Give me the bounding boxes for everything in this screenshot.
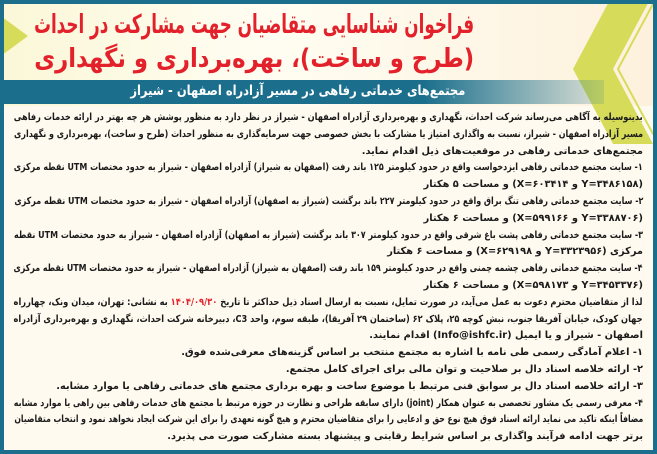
requirement-item: ۲- ارائه خلاصه اسناد دال بر صلاحیت و توان مالی برای اجرای کامل مجتمع.	[285, 363, 643, 375]
site-line: (۳۴۵۳۳۷۶=Y و ۵۹۸۱۷۳=X) و مساحت ۶ هکتار	[423, 279, 643, 291]
invite-line	[14, 295, 643, 312]
closing-line: مضافاً اینکه تاکید می نماید ارائه اسناد فوق هیچ نوع حق و ادعایی را برای متقاضیان محترم و هیچ گونه تعهدی را برای این شرکت ایجاد نخواهد نمود و انتخاب متقاضیان	[14, 414, 643, 426]
title-line-1-wrap	[34, 8, 474, 42]
header	[4, 4, 653, 106]
invite-line: جهان کودک، خیابان آفریقا جنوب، نبش کوچه ۲۵، پلاک ۶۲ (ساختمان ۲۹ آفریقا)، طبقه سوم، واحد C3، دبیرخانه شرکت احداث، نگهداری و بهره‌برداری آزادراه	[14, 313, 643, 325]
site-line: (۳۴۸۶۱۵۸=Y و ۶۰۳۴۱۴=X) و مساحت ۵ هکتار	[423, 179, 643, 191]
requirement-item: ۴- معرفی رسمی یک مشاور تخصصی به عنوان همکار (joint) دارای سابقه طراحی و نظارت در حوزه مرتبط با مجتمع های خدمات رفاهی بین راهی یا موارد مشابه	[14, 397, 643, 409]
site-line: (۳۳۸۸۷۰۶=Y و ۵۹۹۱۶۶=X) و مساحت ۶ هکتار	[423, 212, 643, 224]
title-line-2-wrap	[34, 42, 474, 76]
deadline-date: ۱۴۰۴/۰۹/۳۰	[171, 296, 218, 308]
title-line-1: فراخوان شناسایی متقاضیان جهت مشارکت در احداث	[34, 10, 475, 40]
closing-line: برتر جهت ادامه فرآیند واگذاری بر اساس شرایط رقابتی و پیشنهاد بسته مشارکت صورت می پذیرد.	[167, 431, 643, 443]
site-line: ۳- سایت مجتمع خدماتی رفاهی پشت باغ شرقی واقع در حدود کیلومتر ۳۰۷ باند برگشت (شیراز به اصفهان) آزادراه اصفهان - شیراز به حدود مختصات UTM نقطه	[14, 229, 643, 241]
body-text	[4, 106, 653, 446]
chevron-decoration-left	[0, 14, 28, 58]
site-line: ۲- سایت مجتمع خدماتی رفاهی تنگ براق واقع در حدود کیلومتر ۲۲۷ باند برگشت (شیراز به اصفهان) آزادراه اصفهان - شیراز به حدود مختصات UTM نقطه مرکزی	[14, 195, 643, 207]
site-line: مرکزی (۳۳۲۳۹۵۶=Y و ۶۲۹۱۹۸=X) و مساحت ۶ هکتار	[387, 246, 643, 258]
intro-line: مسیر آزادراه اصفهان - شیراز، نسبت به واگذاری امتیاز یا مشارکت با بخش خصوصی جهت سرمایه‌گذاری به منظور احداث (طرح و ساخت)، بهره‌برداری و نگهداری	[14, 128, 643, 140]
subtitle-band	[4, 80, 604, 104]
title-line-2: (طرح و ساخت)، بهره‌برداری و نگهداری	[34, 44, 474, 74]
invite-line: اصفهان - شیراز و یا ایمیل (Info@ishfc.ir) اقدام نمایند.	[369, 330, 643, 342]
requirement-item: ۱- اعلام آمادگی رسمی طی نامه با اشاره به مجتمع منتخب بر اساس گزینه‌های معرفی‌شده فوق.	[181, 347, 643, 359]
intro-line: بدینوسیله به آگاهی می‌رساند شرکت احداث، نگهداری و بهره‌برداری آزادراه اصفهان - شیراز در نظر دارد به منظور پوشش هر چه بهتر در ارائه خدمات رفاهی	[14, 112, 643, 123]
subtitle: مجتمع‌های خدماتی رفاهی در مسیر آزادراه اصفهان - شیراز	[130, 83, 466, 99]
requirement-item: ۳- ارائه خلاصه اسناد دال بر سوابق فنی مرتبط با موضوع ساخت و بهره برداری مجتمع های خدماتی رفاهی یا موارد مشابه.	[56, 380, 643, 392]
invite-text: لذا از متقاضیان محترم دعوت به عمل می‌آید، در صورت تمایل، نسبت به ارسال اسناد ذیل حداکثر تا تاریخ	[220, 296, 643, 308]
invite-address: به نشانی: تهران، میدان ونک، چهارراه	[14, 296, 169, 308]
site-line: ۴- سایت مجتمع خدماتی رفاهی چشمه چمنی واقع در حدود کیلومتر ۱۵۹ باند رفت (اصفهان به شیراز) آزادراه اصفهان - شیراز به حدود مختصات UTM نقطه مرکزی	[14, 263, 643, 275]
site-line: ۱- سایت مجتمع خدماتی رفاهی ایزدخواست واقع در حدود کیلومتر ۱۲۵ باند رفت (اصفهان به شیراز) آزادراه اصفهان - شیراز به حدود مختصات UTM نقطه مرکزی	[14, 162, 643, 174]
intro-line: مجتمع‌های خدماتی رفاهی در موقعیت‌های ذیل اقدام نماید.	[361, 145, 643, 157]
